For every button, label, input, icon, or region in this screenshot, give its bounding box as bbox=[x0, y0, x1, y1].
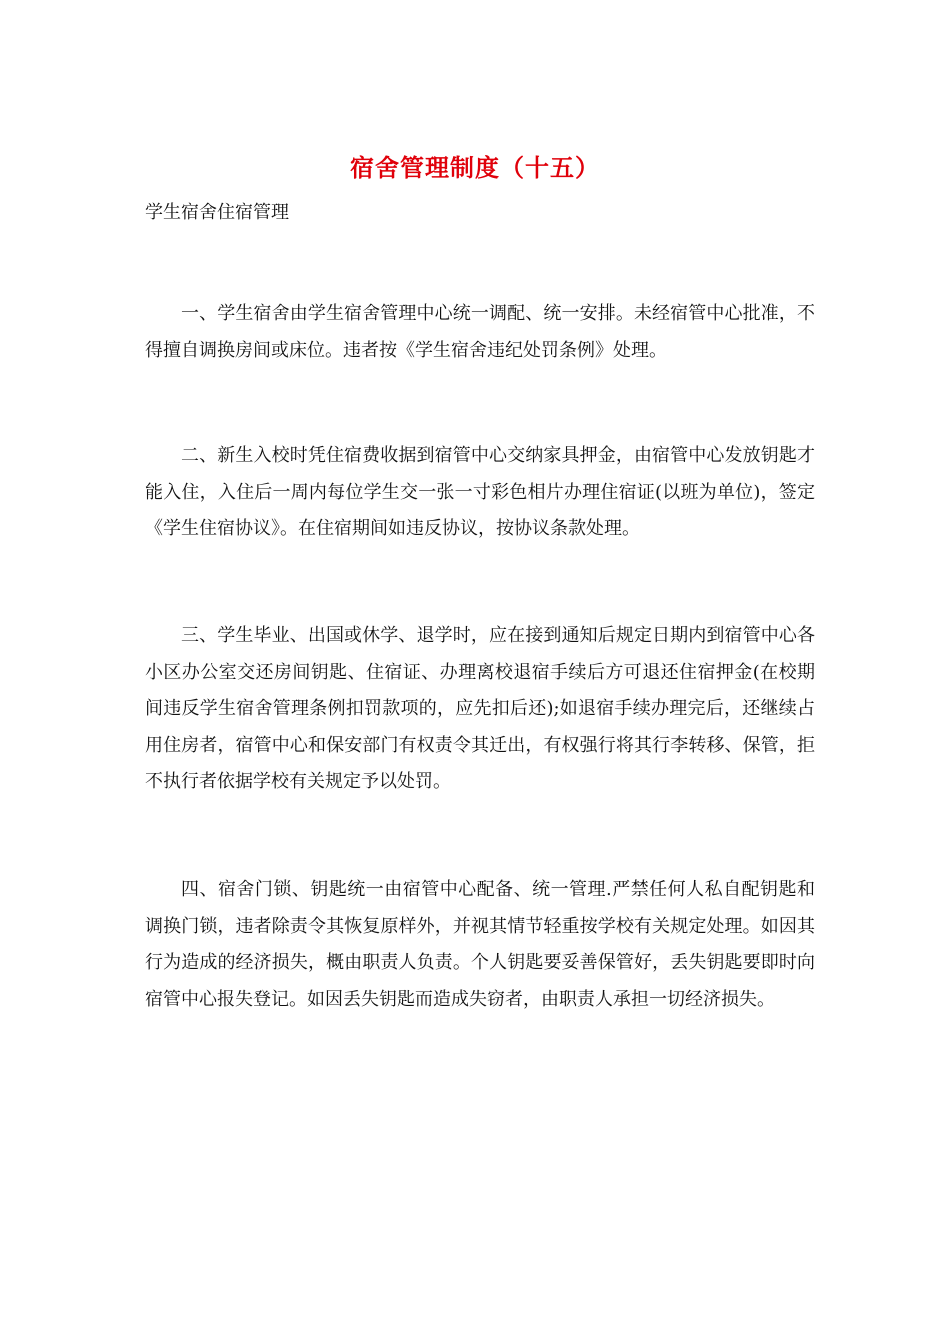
paragraph-3: 三、学生毕业、出国或休学、退学时，应在接到通知后规定日期内到宿管中心各小区办公室交还房间钥匙、住宿证、办理离校退宿手续后方可退还住宿押金(在校期间违反学生宿舍管理条例扣罚款项的，应先扣后还);如退宿手续办理完后，还继续占用住房者，宿管中心和保安部门有权责令其迁出，有权强行将其行李转移、保管，拒不执行者依据学校有关规定予以处罚。 bbox=[145, 625, 815, 792]
document-title: 宿舍管理制度（十五） bbox=[350, 153, 600, 182]
paragraph-2: 二、新生入校时凭住宿费收据到宿管中心交纳家具押金，由宿管中心发放钥匙才能入住，入住后一周内每位学生交一张一寸彩色相片办理住宿证(以班为单位)，签定《学生住宿协议》。在住宿期间如违反协议，按协议条款处理。 bbox=[145, 445, 815, 539]
paragraph-1: 一、学生宿舍由学生宿舍管理中心统一调配、统一安排。未经宿管中心批准，不得擅自调换房间或床位。违者按《学生宿舍违纪处罚条例》处理。 bbox=[145, 303, 815, 361]
paragraph-4: 四、宿舍门锁、钥匙统一由宿管中心配备、统一管理.严禁任何人私自配钥匙和调换门锁，违者除责令其恢复原样外，并视其情节轻重按学校有关规定处理。如因其行为造成的经济损失，概由职责人负责。个人钥匙要妥善保管好，丢失钥匙要即时向宿管中心报失登记。如因丢失钥匙而造成失窃者，由职责人承担一切经济损失。 bbox=[145, 879, 815, 1010]
document-subtitle: 学生宿舍住宿管理 bbox=[145, 202, 289, 223]
